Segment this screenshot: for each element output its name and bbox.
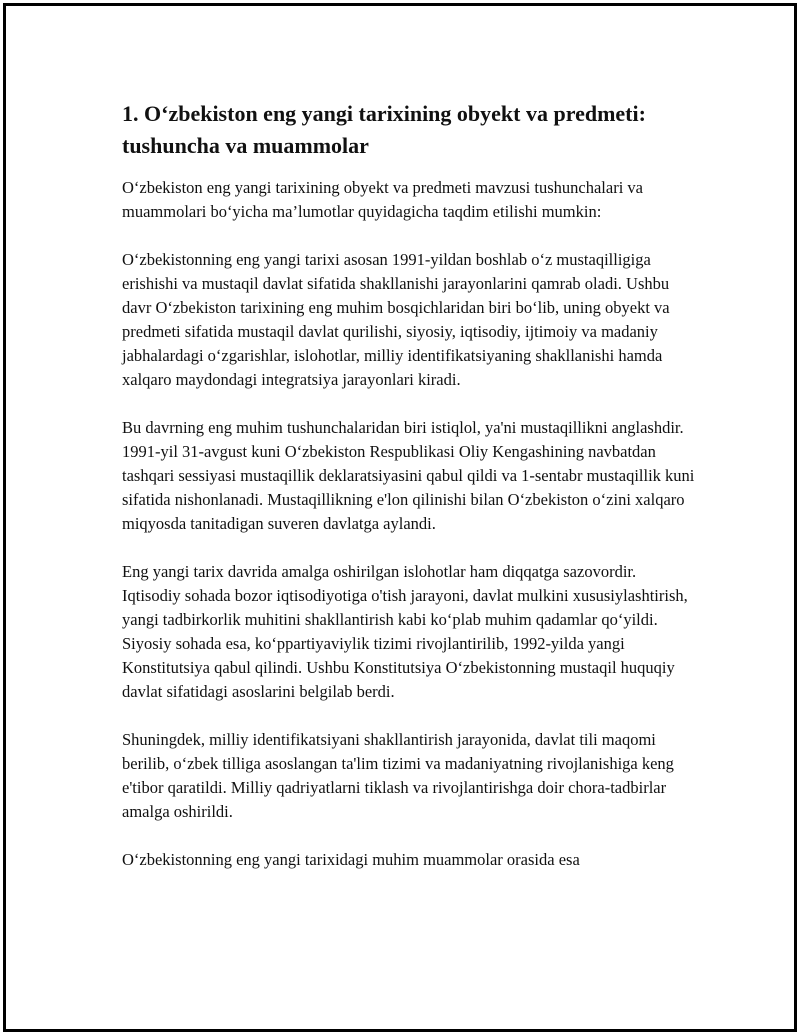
paragraph-period-scope: O‘zbekistonning eng yangi tarixi asosan 1991-yildan boshlab o‘z mustaqilligiga erishishi va mustaqil davlat sifatida shakllanishi jarayonlarini qamrab oladi. Ushbu davr O‘zbekiston tarixining eng muhim bosqichlaridan biri bo‘lib, uning obyekt va predmeti sifatida mustaqil davlat qurilishi, siyosiy, iqtisodiy, ijtimoiy va madaniy jabhalardagi o‘zgarishlar, islohotlar, milliy identifikatsiyaning shakllanishi hamda xalqaro maydondagi integratsiya jarayonlari kiradi. [122, 250, 670, 389]
document-body [122, 98, 697, 896]
paragraph-reforms: Eng yangi tarix davrida amalga oshirilgan islohotlar ham diqqatga sazovordir. Iqtisodiy sohada bozor iqtisodiyotiga o'tish jarayoni, davlat mulkini xususiylashtirish, yangi tadbirkorlik muhitini shakllantirish kabi ko‘plab muhim qadamlar qo‘yildi. Siyosiy sohada esa, ko‘ppartiyaviylik tizimi rivojlantirilib, 1992-yilda yangi Konstitutsiya qabul qilindi. Ushbu Konstitutsiya O‘zbekistonning mustaqil huquqiy davlat sifatidagi asoslarini belgilab berdi. [122, 562, 688, 701]
paragraph-independence: Bu davrning eng muhim tushunchalaridan biri istiqlol, ya'ni mustaqillikni anglashdir. 1991-yil 31-avgust kuni O‘zbekiston Respublikasi Oliy Kengashining navbatdan tashqari sessiyasi mustaqillik deklaratsiyasini qabul qildi va 1-sentabr mustaqillik kuni sifatida nishonlanadi. Mustaqillikning e'lon qilinishi bilan O‘zbekiston o‘zini xalqaro miqyosda tanitadigan suveren davlatga aylandi. [122, 418, 695, 533]
paragraph-national-identity: Shuningdek, milliy identifikatsiyani shakllantirish jarayonida, davlat tili maqomi berilib, o‘zbek tilliga asoslangan ta'lim tizimi va madaniyatning rivojlanishiga keng e'tibor qaratildi. Milliy qadriyatlarni tiklash va rivojlantirishga doir chora-tadbirlar amalga oshirildi. [122, 730, 674, 821]
page-frame [3, 3, 797, 1032]
document-title: 1. O‘zbekiston eng yangi tarixining obyekt va predmeti: tushuncha va muammolar [122, 101, 646, 158]
paragraph-intro: O‘zbekiston eng yangi tarixining obyekt va predmeti mavzusi tushunchalari va muammolari bo‘yicha ma’lumotlar quyidagicha taqdim etilishi mumkin: [122, 178, 643, 221]
paragraph-problems: O‘zbekistonning eng yangi tarixidagi muhim muammolar orasida esa [122, 850, 580, 869]
